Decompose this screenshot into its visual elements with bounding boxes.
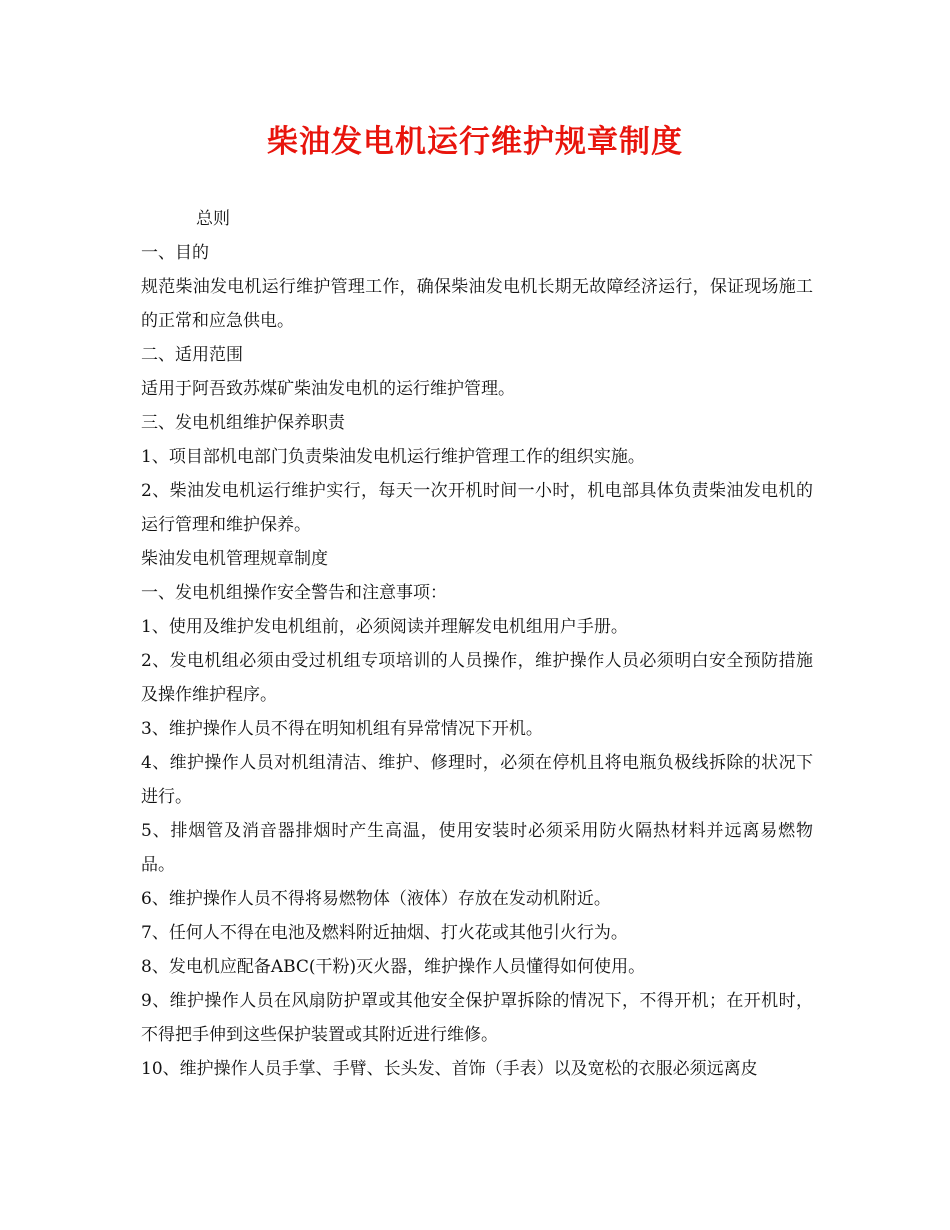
paragraph: 三、发电机组维护保养职责 bbox=[141, 413, 345, 433]
paragraph: 适用于阿吾致苏煤矿柴油发电机的运行维护管理。 bbox=[141, 379, 515, 399]
paragraph: 1、使用及维护发电机组前，必须阅读并理解发电机组用户手册。 bbox=[141, 617, 628, 637]
section-heading: 柴油发电机管理规章制度 bbox=[141, 549, 328, 569]
paragraph: 1、项目部机电部门负责柴油发电机运行维护管理工作的组织实施。 bbox=[141, 447, 645, 467]
paragraph: 2、柴油发电机运行维护实行，每天一次开机时间一小时，机电部具体负责柴油发电机的运行管理和维护保养。 bbox=[141, 481, 813, 535]
paragraph: 规范柴油发电机运行维护管理工作，确保柴油发电机长期无故障经济运行，保证现场施工的正常和应急供电。 bbox=[141, 277, 813, 331]
paragraph: 6、维护操作人员不得将易燃物体（液体）存放在发动机附近。 bbox=[141, 889, 611, 909]
section-heading-general: 总则 bbox=[196, 209, 230, 229]
paragraph: 二、适用范围 bbox=[141, 345, 243, 365]
paragraph: 10、维护操作人员手掌、手臂、长头发、首饰（手表）以及宽松的衣服必须远离皮 bbox=[141, 1059, 758, 1079]
paragraph: 4、维护操作人员对机组清洁、维护、修理时，必须在停机且将电瓶负极线拆除的状况下进行。 bbox=[141, 753, 813, 807]
paragraph: 7、任何人不得在电池及燃料附近抽烟、打火花或其他引火行为。 bbox=[141, 923, 628, 943]
paragraph: 一、发电机组操作安全警告和注意事项： bbox=[141, 583, 447, 603]
paragraph: 9、维护操作人员在风扇防护罩或其他安全保护罩拆除的情况下，不得开机；在开机时，不得把手伸到这些保护装置或其附近进行维修。 bbox=[141, 991, 813, 1045]
paragraph: 一、目的 bbox=[141, 243, 209, 263]
document-body bbox=[141, 202, 813, 1086]
document-title: 柴油发电机运行维护规章制度 bbox=[267, 124, 683, 160]
paragraph: 8、发电机应配备ABC(干粉)灭火器，维护操作人员懂得如何使用。 bbox=[141, 957, 646, 977]
paragraph: 2、发电机组必须由受过机组专项培训的人员操作，维护操作人员必须明白安全预防措施及操作维护程序。 bbox=[141, 651, 813, 705]
paragraph: 3、维护操作人员不得在明知机组有异常情况下开机。 bbox=[141, 719, 543, 739]
paragraph: 5、排烟管及消音器排烟时产生高温，使用安装时必须采用防火隔热材料并远离易燃物品。 bbox=[141, 821, 813, 875]
